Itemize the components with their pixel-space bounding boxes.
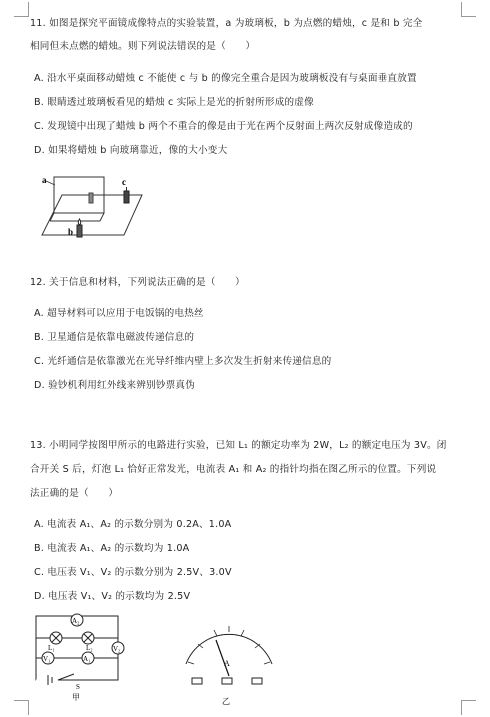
q13-option-c: C. 电压表 V₁、V₂ 的示数分别为 2.5V、3.0V [34,567,232,578]
q12-option-b: B. 卫星通信是依靠电磁波传递信息的 [34,332,195,343]
svg-text:A₂: A₂ [72,617,80,625]
fig-yi-label: 乙 [222,697,230,706]
ammeter-a1 [82,652,94,664]
q11-mirror-figure [40,173,144,245]
q13-stem-line-3: 法正确的是（ ） [30,488,119,499]
label-a: a [42,175,47,185]
q11-option-a: A. 沿水平桌面移动蜡烛 c 不能使 c 与 b 的像完全重合是因为玻璃板没有与桌面垂直放置 [34,73,417,84]
lamp-l1 [48,632,62,652]
q11-option-b: B. 眼睛透过玻璃板看见的蜡烛 c 实际上是光的折射所形成的虚像 [34,97,314,108]
q11-option-c: C. 发现镜中出现了蜡烛 b 两个不重合的像是由于光在两个反射面上两次反射成像造成的 [34,121,413,132]
svg-text:L₂: L₂ [86,644,93,652]
circuit-diagram-jia [28,612,128,702]
svg-text:L₁: L₁ [48,644,55,652]
q11-stem-line-1: 11. 如图是探究平面镜成像特点的实验装置，a 为玻璃板，b 为点燃的蜡烛，c 是和 b 完全 [30,18,423,29]
voltmeter-v1 [42,652,54,664]
candle-image [89,193,93,203]
q12-option-a: A. 超导材料可以应用于电饭锅的电热丝 [34,308,204,319]
meter-needle [216,640,229,676]
q12-stem: 12. 关于信息和材料，下列说法正确的是（ ） [30,277,245,288]
q11-stem-line-2: 相同但未点燃的蜡烛。则下列说法错误的是（ ） [30,41,256,52]
meter-diagram-yi [178,618,278,710]
switch-label: S [76,683,80,691]
glass-plate [50,177,104,221]
q13-option-d: D. 电压表 V₁、V₂ 的示数均为 2.5V [34,591,191,602]
svg-text:V₁: V₁ [43,655,51,663]
label-b: b [68,227,74,237]
lamp-l2 [82,632,94,652]
ammeter-a2 [71,614,83,626]
crop-mark-bottom-left [14,700,29,715]
fig-jia-label: 甲 [72,693,80,702]
crop-mark-top-left [14,2,29,17]
svg-text:A₁: A₁ [83,655,91,663]
crop-mark-bottom-right [461,700,476,715]
q13-option-a: A. 电流表 A₁、A₂ 的示数分别为 0.2A、1.0A [34,519,232,530]
q12-option-c: C. 光纤通信是依靠激光在光导纤维内壁上多次发生折射来传递信息的 [34,356,332,367]
candle-b [77,219,82,237]
q13-option-b: B. 电流表 A₁、A₂ 的示数均为 1.0A [34,543,190,554]
q11-option-d: D. 如果将蜡烛 b 向玻璃靠近，像的大小变大 [34,145,228,156]
candle-c [124,187,129,203]
q13-stem-line-1: 13. 小明同学按图甲所示的电路进行实验，已知 L₁ 的额定功率为 2W，L₂ 的额定电压为 3V。闭 [30,440,447,451]
crop-mark-top-right [461,2,476,17]
label-c: c [122,177,126,187]
q12-option-d: D. 验钞机利用红外线来辨别钞票真伪 [34,380,195,391]
voltmeter-v2 [112,642,124,654]
meter-unit-label: A [224,659,230,668]
svg-text:V₂: V₂ [113,645,121,653]
q13-stem-line-2: 合开关 S 后，灯泡 L₁ 恰好正常发光，电流表 A₁ 和 A₂ 的指针均指在图乙所示的位置。下列说 [30,464,437,475]
